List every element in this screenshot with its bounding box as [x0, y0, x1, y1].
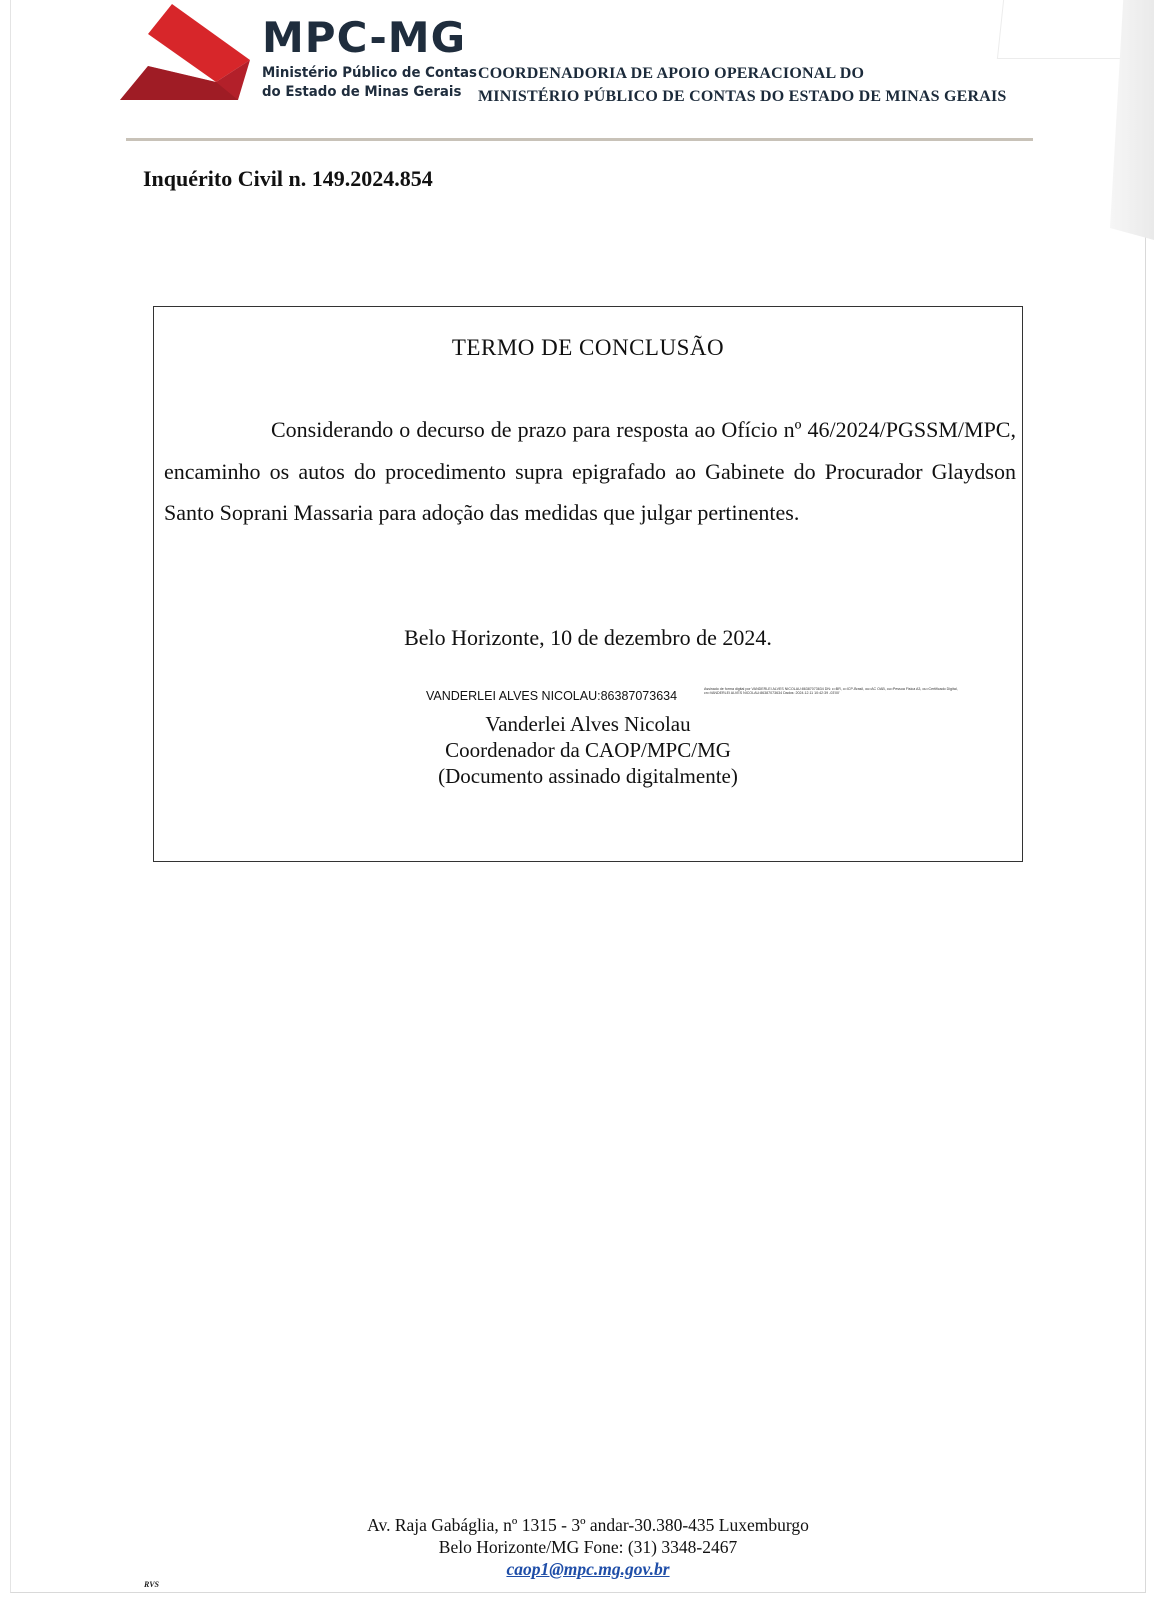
digital-signature-stamp — [426, 687, 1026, 711]
logo-wordmark: MPC-MG — [262, 13, 467, 62]
footer — [0, 1514, 1154, 1580]
conclusion-box — [153, 306, 1023, 862]
digital-signature-label: VANDERLEI ALVES NICOLAU:86387073634 — [426, 689, 678, 703]
footer-email-link[interactable]: caop1@mpc.mg.gov.br — [506, 1559, 670, 1579]
footer-address: Av. Raja Gabáglia, nº 1315 - 3º andar-30.380-435 Luxemburgo — [367, 1515, 809, 1535]
signer-note: (Documento assinado digitalmente) — [438, 764, 738, 788]
mpc-logo-icon — [120, 4, 255, 100]
header-title-line2: MINISTÉRIO PÚBLICO DE CONTAS DO ESTADO DE MINAS GERAIS — [478, 88, 1007, 105]
footer-city-phone: Belo Horizonte/MG Fone: (31) 3348-2467 — [438, 1537, 738, 1557]
header-title-line1: COORDENADORIA DE APOIO OPERACIONAL DO — [478, 65, 865, 82]
signer-name: Vanderlei Alves Nicolau — [485, 712, 691, 736]
page-fold-corner — [997, 0, 1135, 59]
term-title: TERMO DE CONCLUSÃO — [451, 335, 725, 360]
header-title — [478, 62, 1007, 108]
logo-subtitle — [262, 64, 477, 102]
header-divider — [126, 138, 1033, 141]
term-date: Belo Horizonte, 10 de dezembro de 2024. — [404, 625, 772, 650]
term-body: Considerando o decurso de prazo para resposta ao Ofício nº 46/2024/PGSSM/MPC, encaminho os autos do procedimento supra epigrafado ao Gabinete do Procurador Glaydson Santo Soprani Massaria para adoção das medidas que julgar pertinentes. — [164, 417, 1016, 525]
signer-role: Coordenador da CAOP/MPC/MG — [445, 738, 731, 762]
digital-signature-details: Assinado de forma digital por VANDERLEI ALVES NICOLAU:86387073634 DN: c=BR, o=ICP-Brasil, ou=AC OAB, ou=Pessoa Fisica A3, ou=Certificado Digital, cn=VANDERLEI ALVES NICOLAU:86387073634 Dados: 2024.12.11 10:42:39 -03'00' — [704, 687, 958, 696]
logo-subtitle-line2: do Estado de Minas Gerais — [262, 84, 462, 100]
typist-initials: RVS — [144, 1580, 159, 1589]
inquiry-number: Inquérito Civil n. 149.2024.854 — [143, 166, 433, 191]
logo-subtitle-line1: Ministério Público de Contas — [262, 65, 477, 81]
signer-block — [154, 711, 1022, 789]
